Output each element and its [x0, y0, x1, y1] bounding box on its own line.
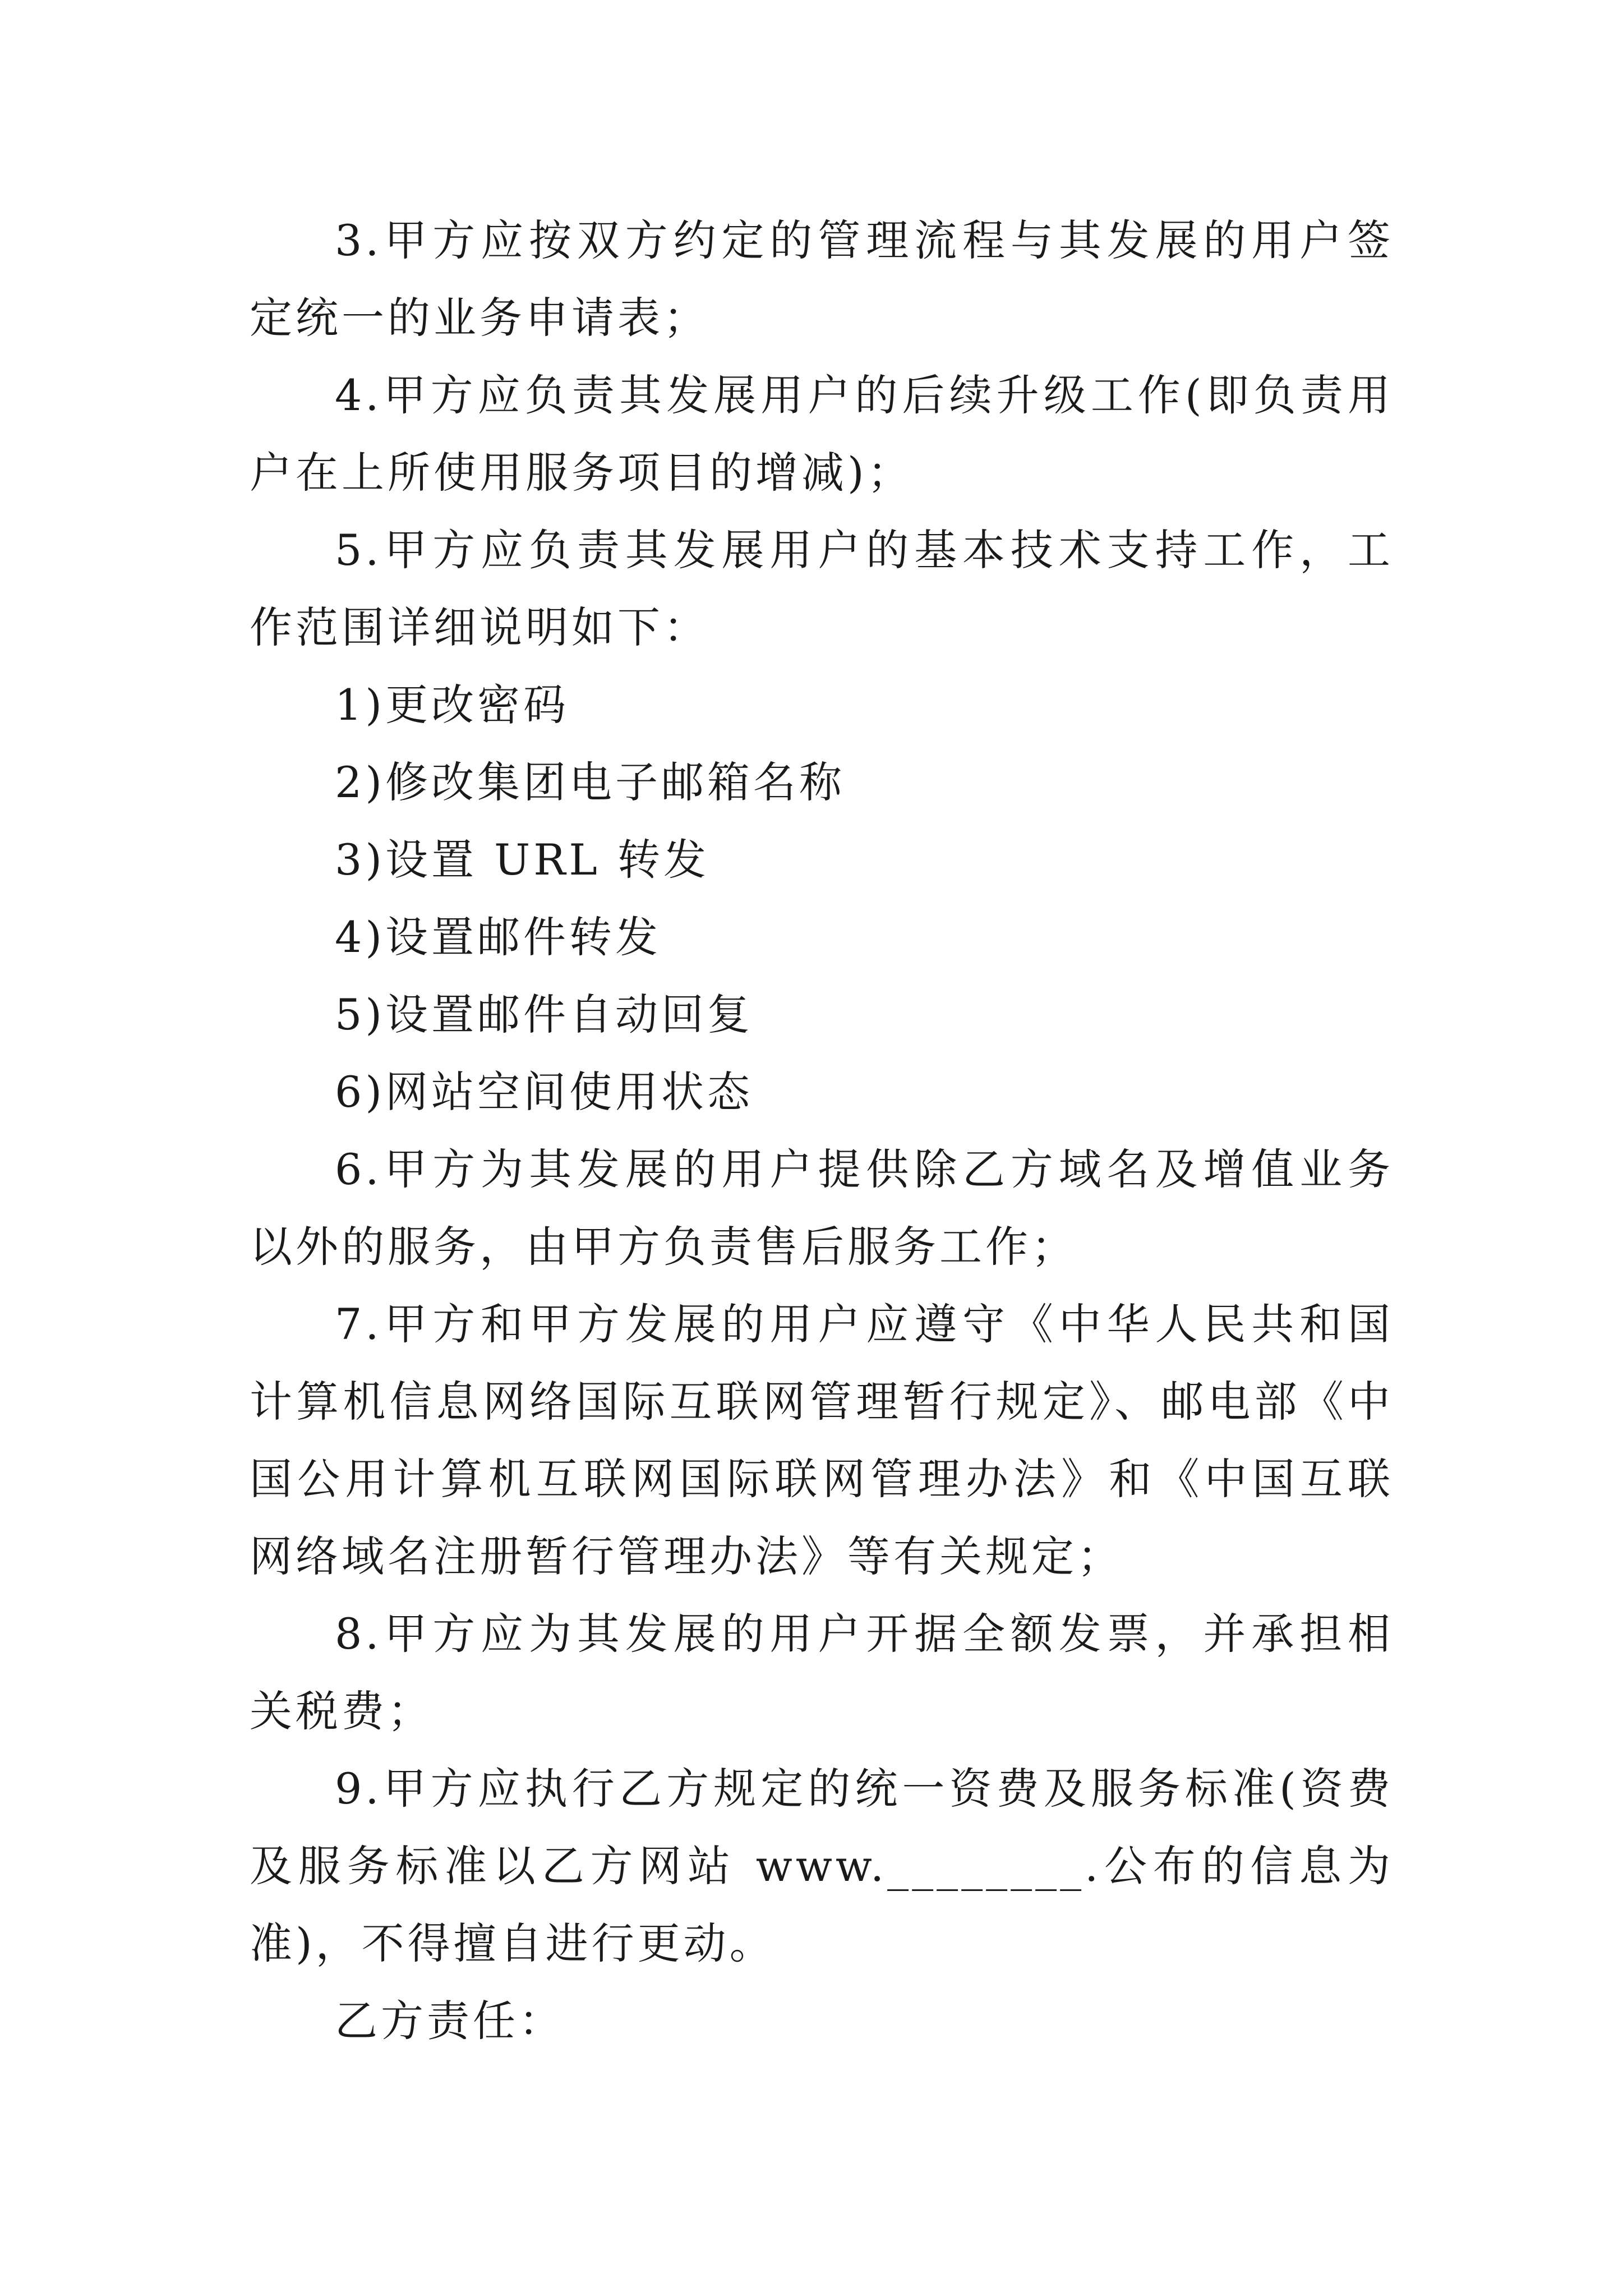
support-item-5: 5)设置邮件自动回复	[335, 990, 754, 1039]
clause-4: 4.甲方应负责其发展用户的后续升级工作(即负责用户在上所使用服务项目的增减)；	[250, 370, 1394, 498]
section-heading-party-b: 乙方责任：	[335, 1996, 565, 2046]
clause-9: 9.甲方应执行乙方规定的统一资费及服务标准(资费及服务标准以乙方网站 www.________.公布的信息为准)，不得擅自进行更动。	[250, 1764, 1394, 1968]
document-body	[250, 202, 1394, 2060]
support-item-2: 2)修改集团电子邮箱名称	[335, 757, 846, 807]
support-item-3: 3)设置 URL 转发	[335, 835, 710, 885]
clause-8: 8.甲方应为其发展的用户开据全额发票，并承担相关税费；	[250, 1609, 1394, 1736]
support-item-6: 6)网站空间使用状态	[335, 1067, 754, 1117]
clause-7: 7.甲方和甲方发展的用户应遵守《中华人民共和国计算机信息网络国际互联网管理暂行规定》、邮电部《中国公用计算机互联网国际联网管理办法》和《中国互联网络域名注册暂行管理办法》等有关规定；	[250, 1299, 1394, 1581]
support-item-1: 1)更改密码	[335, 680, 570, 730]
clause-3: 3.甲方应按双方约定的管理流程与其发展的用户签定统一的业务申请表；	[250, 215, 1394, 343]
clause-6: 6.甲方为其发展的用户提供除乙方域名及增值业务以外的服务，由甲方负责售后服务工作；	[250, 1144, 1394, 1272]
clause-5: 5.甲方应负责其发展用户的基本技术支持工作，工作范围详细说明如下：	[250, 525, 1394, 652]
support-item-4: 4)设置邮件转发	[335, 912, 662, 962]
